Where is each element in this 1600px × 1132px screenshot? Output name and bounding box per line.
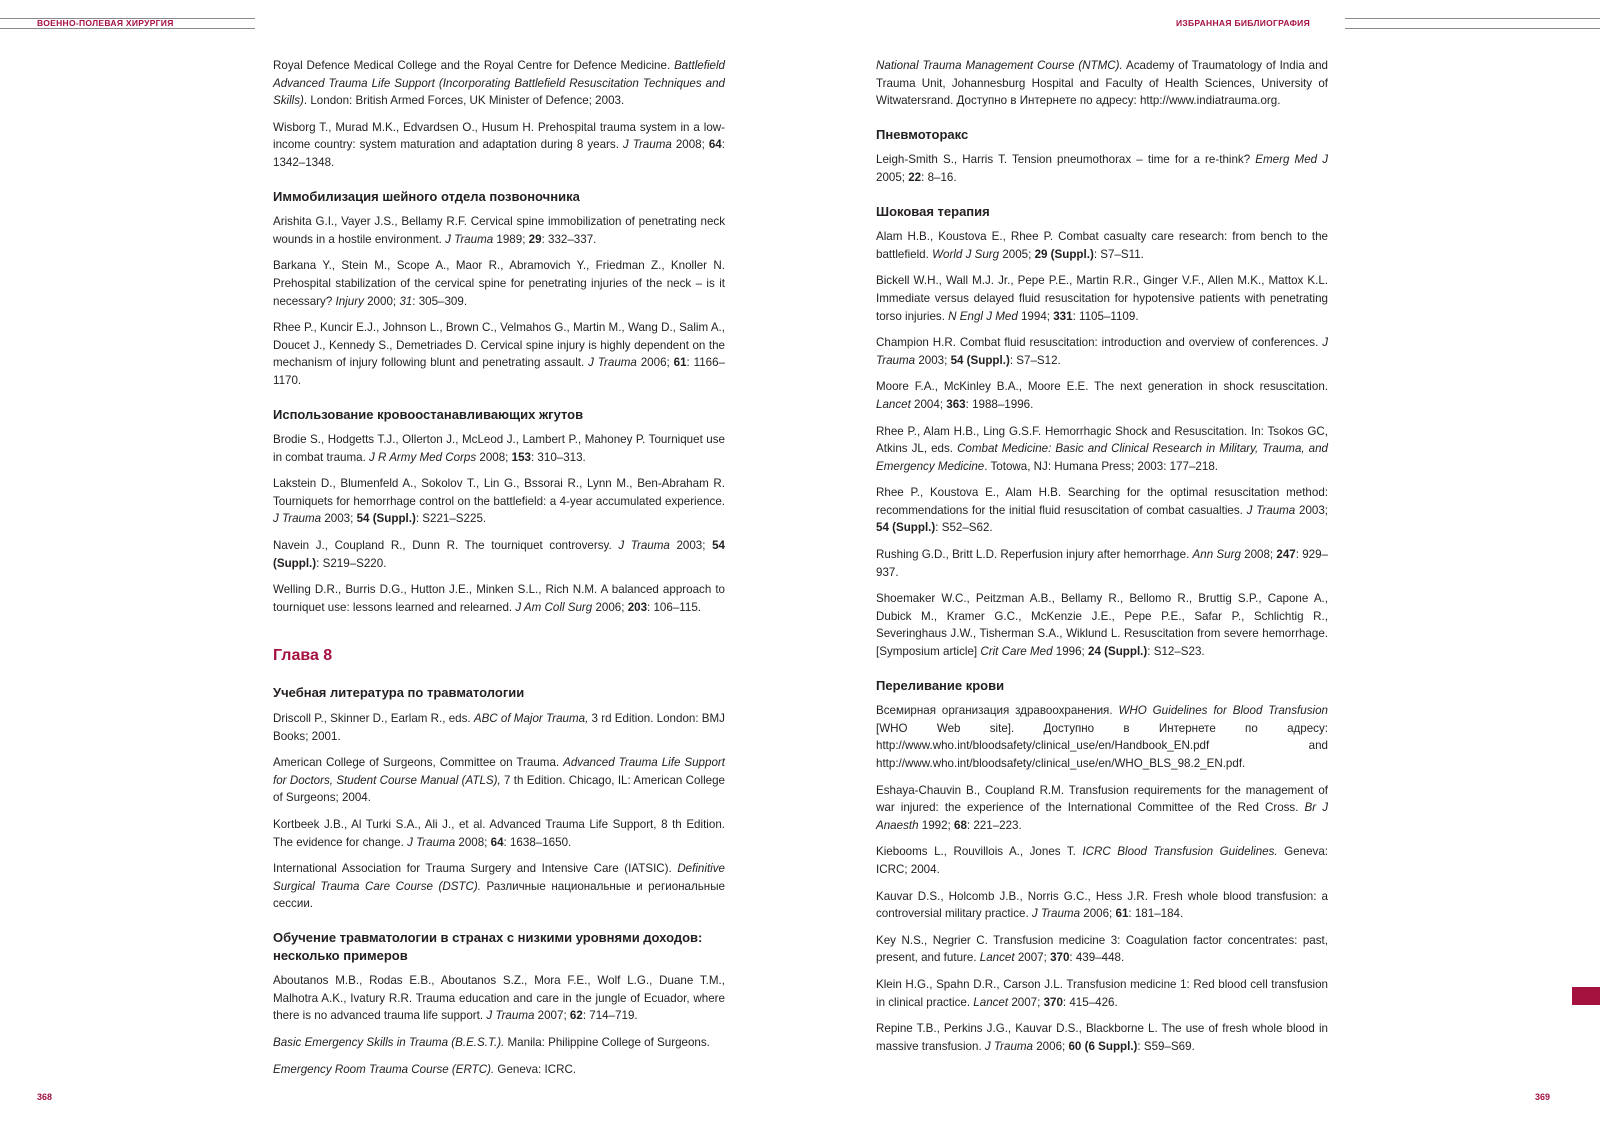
reference-entry: Всемирная организация здравоохранения. WHO Guidelines for Blood Transfusion [WHO Web site]. Доступно в Интернете по адресу: http://www.who.int/bloodsafety/clinical_use/en/Handbook_EN.pdf and http://www.who.int/bloodsafety/clinical_use/en/WHO_BLS_98.2_EN.pdf.	[876, 704, 1328, 770]
chapter-heading: Глава 8	[273, 647, 333, 665]
reference-entry: Champion H.R. Combat fluid resuscitation: introduction and overview of conferences. J Trauma 2003; 54 (Suppl.): S7–S12.	[876, 336, 1328, 367]
reference-entry: Repine T.B., Perkins J.G., Kauvar D.S., Blackborne L. The use of fresh whole blood in massive transfusion. J Trauma 2006; 60 (6 Suppl.): S59–S69.	[876, 1022, 1328, 1053]
reference-entry: Rhee P., Kuncir E.J., Johnson L., Brown C., Velmahos G., Martin M., Wang D., Salim A., Doucet J., Kennedy S., Demetriades D. Cervical spine injury is highly dependent on the mechanism of injury following blunt and penetrating assault. J Trauma 2006; 61: 1166–1170.	[273, 321, 725, 387]
section-heading: Обучение травматологии в странах с низкими уровнями доходов: несколько примеров	[273, 929, 703, 963]
reference-entry: Kauvar D.S., Holcomb J.B., Norris G.C., Hess J.R. Fresh whole blood transfusion: a controversial military practice. J Trauma 2006; 61: 181–184.	[876, 889, 1328, 921]
reference-entry: Driscoll P., Skinner D., Earlam R., eds. ABC of Major Trauma, 3 rd Edition. London: BMJ Books; 2001.	[273, 712, 725, 743]
reference-entry: Kortbeek J.B., Al Turki S.A., Ali J., et al. Advanced Trauma Life Support, 8 th Edition. The evidence for change. J Trauma 2008; 64: 1638–1650.	[273, 818, 725, 849]
reference-entry: Wisborg T., Murad M.K., Edvardsen O., Husum H. Prehospital trauma system in a low-income country: system maturation and adaptation during 8 years. J Trauma 2008; 64: 1342–1348.	[273, 120, 725, 169]
page-number-right: 369	[1534, 1092, 1550, 1102]
reference-entry: Arishita G.I., Vayer J.S., Bellamy R.F. Cervical spine immobilization of penetrating neck wounds in a hostile environment. J Trauma 1989; 29: 332–337.	[273, 215, 725, 246]
reference-entry: Emergency Room Trauma Course (ERTC). Geneva: ICRC.	[273, 1062, 577, 1076]
reference-entry: Alam H.B., Koustova E., Rhee P. Combat casualty care research: from bench to the battlefield. World J Surg 2005; 29 (Suppl.): S7–S11.	[876, 230, 1328, 261]
thumb-index-tab	[1572, 987, 1600, 1005]
rule-bottom-right	[1345, 28, 1600, 29]
running-head-right: ИЗБРАННАЯ БИБЛИОГРАФИЯ	[1175, 18, 1310, 28]
reference-entry: Rhee P., Alam H.B., Ling G.S.F. Hemorrhagic Shock and Resuscitation. In: Tsokos GC, Atkins JL, eds. Combat Medicine: Basic and Clinical Research in Military, Trauma, and Emergency Medicine. Totowa, NJ: Humana Press; 2003: 177–218.	[876, 424, 1328, 473]
reference-entry: Kiebooms L., Rouvillois A., Jones T. ICRC Blood Transfusion Guidelines. Geneva: ICRC; 2004.	[876, 845, 1328, 876]
reference-entry: Aboutanos M.B., Rodas E.B., Aboutanos S.Z., Mora F.E., Wolf L.G., Duane T.M., Malhotra A.K., Ivatury R.R. Trauma education and care in the jungle of Ecuador, where there is no advanced trauma life support. J Trauma 2007; 62: 714–719.	[273, 974, 725, 1023]
reference-entry: International Association for Trauma Surgery and Intensive Care (IATSIC). Definitive Surgical Trauma Care Course (DSTC). Различные национальные и региональные сессии.	[273, 862, 725, 911]
section-heading: Иммобилизация шейного отдела позвоночника	[273, 188, 580, 204]
reference-entry: Brodie S., Hodgetts T.J., Ollerton J., McLeod J., Lambert P., Mahoney P. Tourniquet use in combat trauma. J R Army Med Corps 2008; 153: 310–313.	[273, 433, 725, 464]
reference-entry: Rushing G.D., Britt L.D. Reperfusion injury after hemorrhage. Ann Surg 2008; 247: 929–937.	[876, 548, 1329, 579]
reference-entry: Leigh-Smith S., Harris T. Tension pneumothorax – time for a re-think? Emerg Med J 2005; 22: 8–16.	[876, 153, 1328, 184]
page-number-left: 368	[37, 1092, 53, 1102]
reference-entry: Lakstein D., Blumenfeld A., Sokolov T., Lin G., Bssorai R., Lynn M., Ben-Abraham R. Tourniquets for hemorrhage control on the battlefield: a 4-year accumulated experience. J Trauma 2003; 54 (Suppl.): S221–S225.	[273, 477, 725, 526]
reference-entry: Bickell W.H., Wall M.J. Jr., Pepe P.E., Martin R.R., Ginger V.F., Allen M.K., Mattox K.L. Immediate versus delayed fluid resuscitation for hypotensive patients with penetrating torso injuries. N Engl J Med 1994; 331: 1105–1109.	[876, 274, 1328, 323]
reference-entry: National Trauma Management Course (NTMC). Academy of Traumatology of India and Trauma Unit, Johannesburg Hospital and Faculty of Health Sciences, University of Witwatersrand. Доступно в Интернете по адресу: http://www.indiatrauma.org.	[876, 59, 1328, 108]
rule-top-right	[1345, 18, 1600, 19]
section-heading: Шоковая терапия	[876, 203, 990, 219]
reference-entry: Welling D.R., Burris D.G., Hutton J.E., Minken S.L., Rich N.M. A balanced approach to tourniquet use: lessons learned and relearned. J Am Coll Surg 2006; 203: 106–115.	[273, 583, 725, 614]
section-heading: Использование кровоостанавливающих жгутов	[273, 406, 584, 422]
reference-entry: Key N.S., Negrier C. Transfusion medicine 3: Coagulation factor concentrates: past, present, and future. Lancet 2007; 370: 439–448.	[876, 933, 1328, 965]
left-page-bibliography	[273, 57, 725, 1087]
reference-entry: Royal Defence Medical College and the Royal Centre for Defence Medicine. Battlefield Advanced Trauma Life Support (Incorporating Battlefield Resuscitation Techniques and Skills). London: British Armed Forces, UK Minister of Defence; 2003.	[273, 59, 725, 108]
reference-entry: American College of Surgeons, Committee on Trauma. Advanced Trauma Life Support for Doctors, Student Course Manual (ATLS), 7 th Edition. Chicago, IL: American College of Surgeons; 2004.	[273, 756, 725, 805]
section-heading: Учебная литература по травматологии	[273, 685, 525, 701]
reference-entry: Navein J., Coupland R., Dunn R. The tourniquet controversy. J Trauma 2003; 54 (Suppl.): S219–S220.	[273, 539, 725, 570]
reference-entry: Moore F.A., McKinley B.A., Moore E.E. The next generation in shock resuscitation. Lancet 2004; 363: 1988–1996.	[876, 380, 1328, 411]
reference-entry: Barkana Y., Stein M., Scope A., Maor R., Abramovich Y., Friedman Z., Knoller N. Prehospital stabilization of the cervical spine for penetrating injuries of the neck – is it necessary? Injury 2000; 31: 305–309.	[273, 259, 725, 308]
reference-entry: Shoemaker W.C., Peitzman A.B., Bellamy R., Bellomo R., Bruttig S.P., Capone A., Dubick M., Kramer G.C., McKenzie J.E., Pepe P.E., Safar P., Schlichtig R., Severinghaus J.W., Tisherman S.A., Wiklund L. Resuscitation from severe hemorrhage. [Symposium article] Crit Care Med 1996; 24 (Suppl.): S12–S23.	[876, 592, 1328, 659]
reference-entry: Rhee P., Koustova E., Alam H.B. Searching for the optimal resuscitation method: recommendations for the initial fluid resuscitation of combat casualties. J Trauma 2003; 54 (Suppl.): S52–S62.	[876, 486, 1329, 535]
section-heading: Пневмоторакс	[876, 126, 969, 142]
right-page-bibliography	[876, 57, 1328, 1064]
reference-entry: Klein H.G., Spahn D.R., Carson J.L. Transfusion medicine 1: Red blood cell transfusion in clinical practice. Lancet 2007; 370: 415–426.	[876, 977, 1328, 1009]
reference-entry: Eshaya-Chauvin B., Coupland R.M. Transfusion requirements for the management of war injured: the experience of the International Committee of the Red Cross. Br J Anaesth 1992; 68: 221–223.	[876, 783, 1328, 832]
section-heading: Переливание крови	[876, 677, 1005, 693]
rule-bottom-left	[0, 28, 255, 29]
reference-entry: Basic Emergency Skills in Trauma (B.E.S.T.). Manila: Philippine College of Surgeons.	[273, 1035, 710, 1049]
running-head-left: ВОЕННО-ПОЛЕВАЯ ХИРУРГИЯ	[37, 18, 174, 28]
